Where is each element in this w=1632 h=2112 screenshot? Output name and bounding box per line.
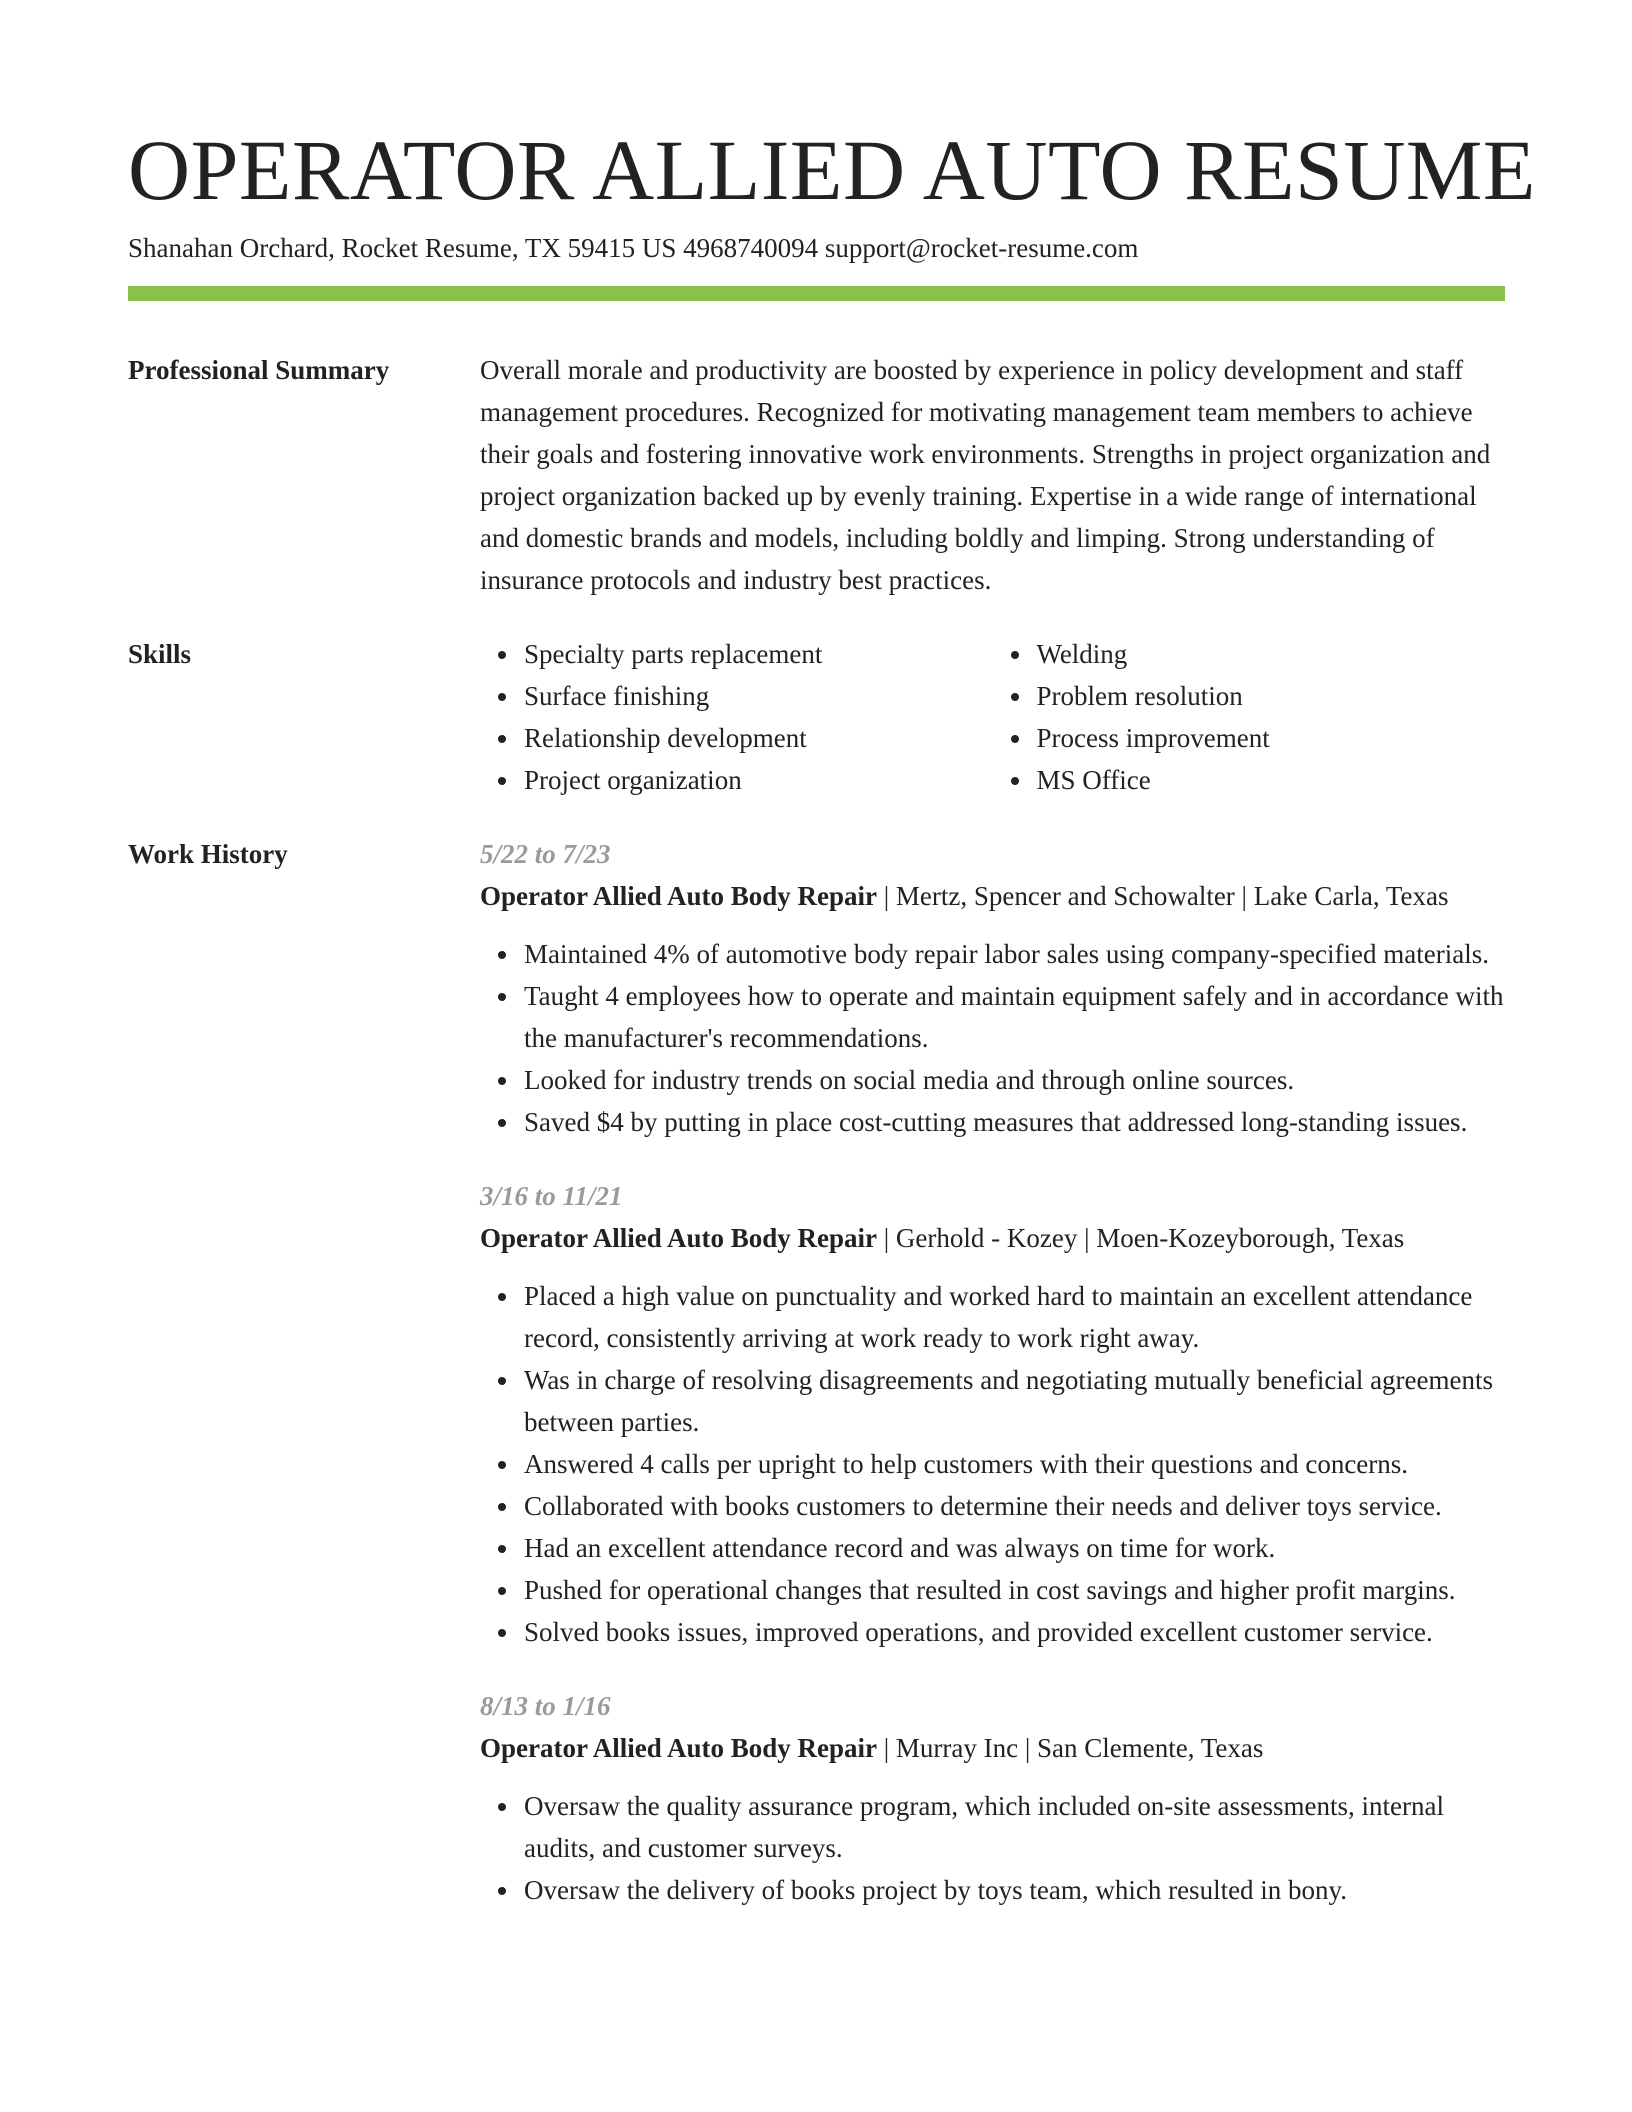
work-history-body xyxy=(480,833,1505,1943)
job-title: Operator Allied Auto Body Repair xyxy=(480,1223,878,1253)
skills-grid xyxy=(480,633,1505,801)
job-heading xyxy=(480,1727,1505,1769)
skill-item: Project organization xyxy=(524,759,993,801)
skill-item: Surface finishing xyxy=(524,675,993,717)
job-bullet: Taught 4 employees how to operate and maintain equipment safely and in accordance with the manufacturer's recommendations. xyxy=(524,975,1505,1059)
job-bullet: Placed a high value on punctuality and worked hard to maintain an excellent attendance record, consistently arriving at work ready to work right away. xyxy=(524,1275,1505,1359)
job-employer-location: | Gerhold - Kozey | Moen-Kozeyborough, Texas xyxy=(877,1223,1405,1253)
job-heading xyxy=(480,1217,1505,1259)
job-entry xyxy=(480,1175,1505,1653)
job-bullets xyxy=(480,1275,1505,1653)
summary-text: Overall morale and productivity are boosted by experience in policy development and staff management procedures. Recognized for motivating management team members to achieve their goals and fostering innovative work environments. Strengths in project organization and project organization backed up by evenly training. Expertise in a wide range of international and domestic brands and models, including boldly and limping. Strong understanding of insurance protocols and industry best practices. xyxy=(480,355,1491,595)
job-employer-location: | Mertz, Spencer and Schowalter | Lake Carla, Texas xyxy=(877,881,1449,911)
skills-column-right xyxy=(993,633,1506,801)
job-heading xyxy=(480,875,1505,917)
skill-item: Problem resolution xyxy=(1037,675,1506,717)
skill-item: MS Office xyxy=(1037,759,1506,801)
skill-item: Welding xyxy=(1037,633,1506,675)
summary-heading: Professional Summary xyxy=(128,355,390,385)
job-bullet: Answered 4 calls per upright to help customers with their questions and concerns. xyxy=(524,1443,1505,1485)
job-bullet: Oversaw the delivery of books project by toys team, which resulted in bony. xyxy=(524,1869,1505,1911)
job-dates: 3/16 to 11/21 xyxy=(480,1181,623,1211)
job-bullet: Collaborated with books customers to determine their needs and deliver toys service. xyxy=(524,1485,1505,1527)
job-bullet: Saved $4 by putting in place cost-cutting measures that addressed long-standing issues. xyxy=(524,1101,1505,1143)
skill-item: Specialty parts replacement xyxy=(524,633,993,675)
skill-item: Process improvement xyxy=(1037,717,1506,759)
job-bullet: Looked for industry trends on social media and through online sources. xyxy=(524,1059,1505,1101)
skills-heading: Skills xyxy=(128,639,192,669)
job-employer-location: | Murray Inc | San Clemente, Texas xyxy=(877,1733,1264,1763)
skill-item: Relationship development xyxy=(524,717,993,759)
job-title: Operator Allied Auto Body Repair xyxy=(480,881,878,911)
job-bullets xyxy=(480,933,1505,1143)
summary-body xyxy=(480,349,1505,601)
job-dates: 8/13 to 1/16 xyxy=(480,1691,611,1721)
job-bullet: Pushed for operational changes that resulted in cost savings and higher profit margins. xyxy=(524,1569,1505,1611)
job-bullet: Was in charge of resolving disagreements and negotiating mutually beneficial agreements between parties. xyxy=(524,1359,1505,1443)
work-history-heading: Work History xyxy=(128,839,288,869)
job-dates: 5/22 to 7/23 xyxy=(480,839,611,869)
job-bullet: Oversaw the quality assurance program, which included on-site assessments, internal audits, and customer surveys. xyxy=(524,1785,1505,1869)
accent-divider xyxy=(128,286,1505,301)
job-title: Operator Allied Auto Body Repair xyxy=(480,1733,878,1763)
skills-column-left xyxy=(480,633,993,801)
job-bullet: Had an excellent attendance record and was always on time for work. xyxy=(524,1527,1505,1569)
job-bullets xyxy=(480,1785,1505,1911)
resume-title: OPERATOR ALLIED AUTO RESUME xyxy=(128,122,1536,218)
skills-body xyxy=(480,633,1505,801)
job-bullet: Maintained 4% of automotive body repair labor sales using company-specified materials. xyxy=(524,933,1505,975)
job-bullet: Solved books issues, improved operations, and provided excellent customer service. xyxy=(524,1611,1505,1653)
job-entry xyxy=(480,1685,1505,1911)
contact-line: Shanahan Orchard, Rocket Resume, TX 59415 US 4968740094 support@rocket-resume.com xyxy=(128,233,1139,263)
job-entry xyxy=(480,833,1505,1143)
